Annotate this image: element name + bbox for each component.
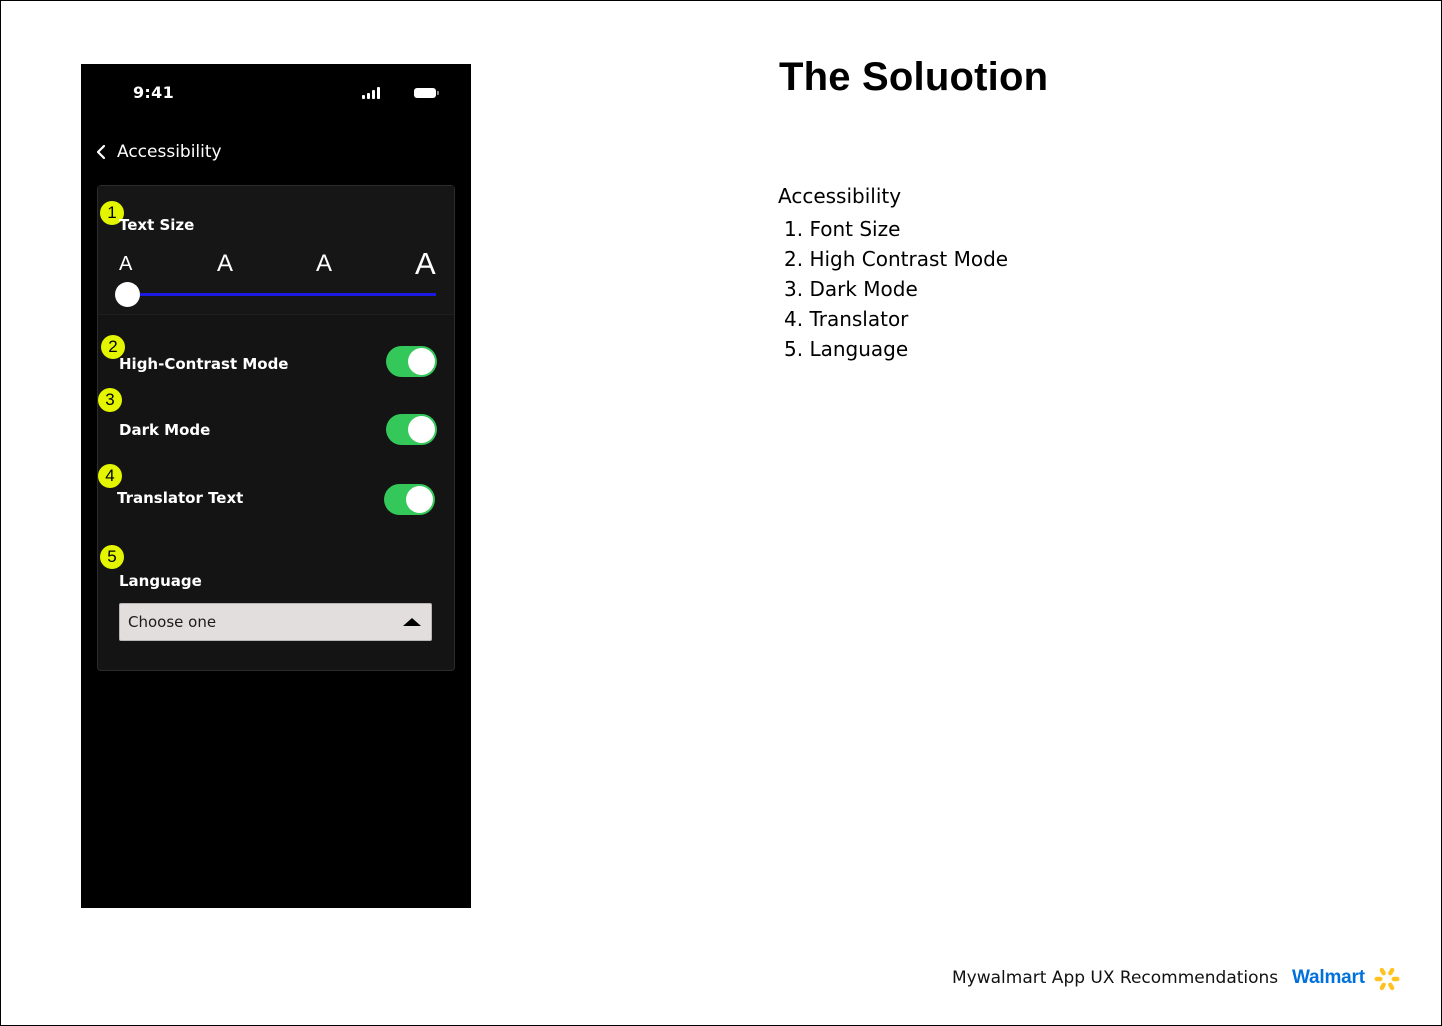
toggle-knob [408, 348, 435, 375]
list-heading: Accessibility [778, 184, 902, 208]
text-size-option-2[interactable]: A [217, 250, 234, 277]
callout-badge-5: 5 [100, 545, 124, 569]
list-item: 4. Translator [784, 307, 909, 331]
callout-badge-1: 1 [100, 201, 124, 225]
toggle-knob [408, 416, 435, 443]
settings-panel [97, 185, 455, 671]
caret-up-icon [403, 618, 421, 626]
high-contrast-toggle[interactable] [386, 346, 437, 377]
text-size-option-1[interactable]: A [119, 253, 133, 275]
status-time: 9:41 [133, 83, 174, 102]
list-item: 3. Dark Mode [784, 277, 918, 301]
language-select[interactable] [119, 603, 432, 641]
feature-list [784, 214, 1008, 364]
spark-ray [1379, 982, 1387, 991]
translator-text-label: Translator Text [117, 489, 244, 507]
language-label: Language [119, 572, 202, 590]
chevron-left-icon [95, 141, 109, 163]
spark-ray [1379, 967, 1387, 976]
text-size-slider-thumb[interactable] [115, 282, 140, 307]
list-item: 1. Font Size [784, 217, 901, 241]
nav-title: Accessibility [117, 142, 222, 162]
battery-icon [414, 88, 436, 98]
spark-ray [1387, 982, 1395, 991]
high-contrast-label: High-Contrast Mode [119, 355, 289, 373]
toggle-knob [406, 486, 433, 513]
cellular-signal-icon [362, 87, 382, 99]
spark-ray [1392, 977, 1400, 981]
language-select-value: Choose one [128, 613, 217, 631]
back-button[interactable] [95, 141, 222, 163]
text-size-section [98, 186, 454, 315]
dark-mode-toggle[interactable] [386, 414, 437, 445]
translator-text-toggle[interactable] [384, 484, 435, 515]
text-size-option-3[interactable]: A [316, 250, 333, 277]
brand-name: Walmart [1292, 967, 1365, 988]
spark-ray [1387, 967, 1395, 976]
text-size-slider-track[interactable] [134, 293, 436, 296]
callout-badge-3: 3 [98, 388, 122, 412]
walmart-spark-icon [1373, 965, 1401, 993]
text-size-label: Text Size [119, 216, 195, 234]
list-item: 5. Language [784, 337, 909, 361]
spark-ray [1375, 977, 1383, 981]
phone-screen [81, 64, 471, 908]
footer-text: Mywalmart App UX Recommendations [952, 968, 1279, 988]
list-item: 2. High Contrast Mode [784, 247, 1009, 271]
dark-mode-label: Dark Mode [119, 421, 211, 439]
slide-title: The Soluotion [779, 55, 1049, 99]
callout-badge-2: 2 [101, 335, 125, 359]
text-size-option-4[interactable]: A [415, 246, 436, 281]
callout-badge-4: 4 [98, 464, 122, 488]
